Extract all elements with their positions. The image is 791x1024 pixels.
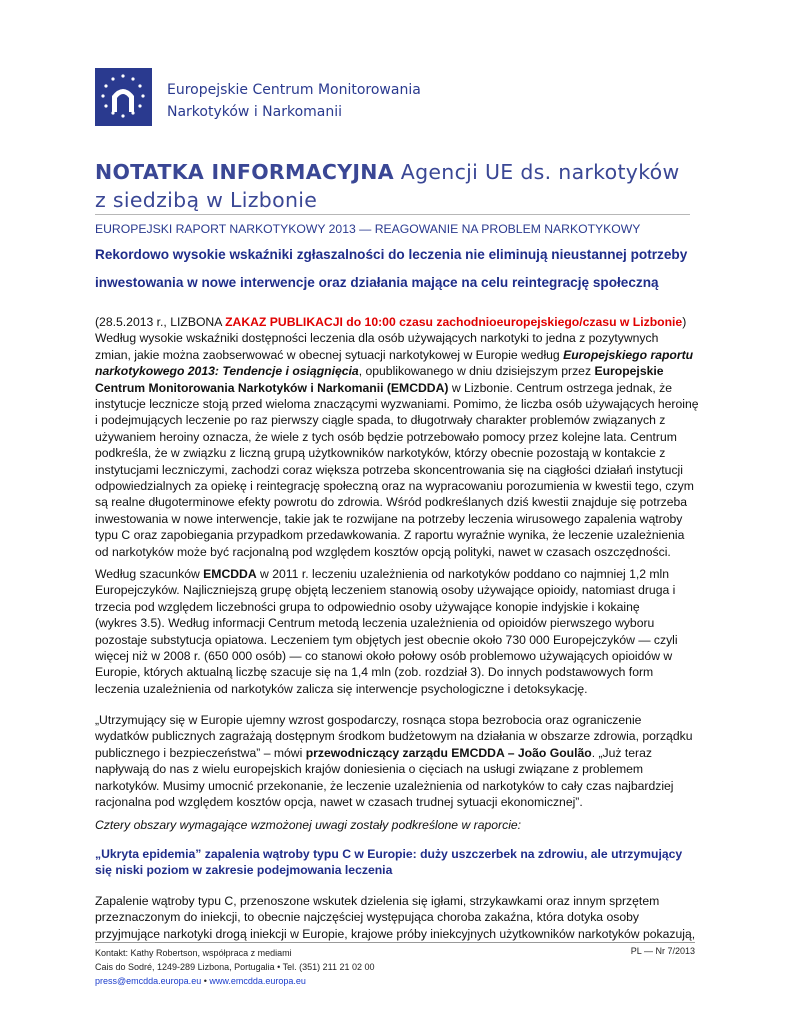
text-line: wydatków publicznych zagrażają dostępnym środkom budżetowym na działania w obszarze zdrowia, porządku [95,729,693,744]
text-line: Według wysokie wskaźniki dostępności leczenia dla osób używających narkotyki to jedna z pozytywnych [95,331,659,346]
text-line: typu C oraz zapobiegania przypadkom przedawkowania. Z raportu wyraźnie wynika, że leczenie uzależnienia [95,528,685,543]
text-line: Europejczyków. Najliczniejszą grupę objętą leczeniem stanowią osoby używające opioidy, natomiast druga i [95,583,676,598]
email-link[interactable]: press@emcdda.europa.eu [95,976,202,986]
document-title [95,158,695,214]
headline [95,241,695,297]
text-line: w Lizbonie. Centrum ostrzega jednak, że [448,380,673,395]
emcdda-logo [95,68,152,126]
footer-address: Cais do Sodré, 1249-289 Lizbona, Portugalia • Tel. (351) 211 21 02 00 [95,962,375,972]
text-line: Zapalenie wątroby typu C, przenoszone wskutek dzielenia się igłami, strzykawkami oraz innym sprzętem [95,894,660,908]
text-line: są realne długoterminowe efekty powrotu do zdrowia. Wśród podkreślanych dziś kwestii znajduje się potrzeba [95,495,688,510]
title-rest: Agencji UE ds. narkotyków [393,160,680,184]
text-line: Według szacunków [95,567,204,581]
footer [95,946,375,988]
org-name: Centrum Monitorowania Narkotyków i Narkomanii (EMCDDA) [95,380,449,395]
text-line: więcej niż w 2008 r. (650 000 osób) — co stanowi około połowy osób problemowo używających opioidów w [95,649,673,664]
text-line: „Utrzymujący się w Europie ujemny wzrost gospodarczy, rosnąca stopa bezrobocia oraz ograniczenie [95,713,642,727]
footer-divider [95,942,695,943]
text-line: odpowiedzialnych za opiekę i reintegrację społeczną oraz na wypracowaniu porozumienia w kwestii tego, czym [95,479,694,494]
org-abbrev: EMCDDA [203,567,257,581]
headline-line-2: inwestowania w nowe interwencje oraz działania mające na celu reintegrację społeczną [95,275,659,290]
report-name: Europejskiego raportu [563,347,694,362]
embargo-notice: ZAKAZ PUBLIKACJI do 10:00 czasu zachodnioeuropejskiego/czasu w Lizbonie [225,315,683,329]
text-line: (wykres 3.5). Według informacji Centrum metodą leczenia uzależnienia od opioidów pierwszego wyboru [95,616,655,631]
page-number: PL — Nr 7/2013 [630,946,695,956]
intro-sentence: Cztery obszary wymagające wzmożonej uwagi zostały podkreślone w raporcie: [95,818,522,832]
text-line: inwestowania w nowe interwencje, takie jak te rozwijane na potrzeby leczenia wirusowego zapalenia wątroby [95,511,683,526]
text-line: i podejmujących leczenie po raz pierwszy ciągle spada, to długotrwały charakter problemów związanych z [95,413,666,428]
text-line: racjonalna pod względem kosztów opcja, nawet w czasach trudnej sytuacji ekonomicznej”. [95,795,583,810]
website-link[interactable]: www.emcdda.europa.eu [209,976,306,986]
logo-emblem-icon [95,68,152,126]
paragraph-2 [95,566,695,697]
organization-name [167,79,421,123]
text-line: narkotyków. Musimy umocnić przekonanie, że leczenie uzależnienia od narkotyków to cały czas najbardziej [95,778,674,793]
title-line-2: z siedzibą w Lizbonie [95,188,318,212]
release-date: (28.5.2013 r., LIZBONA [95,315,226,329]
text-line: napływają do nas z wielu europejskich krajów doniesienia o cięciach na usługi związane z problemem [95,762,644,777]
org-line-1: Europejskie Centrum Monitorowania [167,82,421,98]
text-line: publicznego i bezpieczeństwa” – mówi [95,745,306,760]
text-line: , opublikowanego w dniu dzisiejszym przez [358,364,595,379]
paragraph-1 [95,314,699,560]
text-line: używaniem heroiny oznacza, że wiele z tych osób będzie potrzebowało pomocy przez kolejne lata. Centrum [95,429,677,444]
text-line: w 2011 r. leczeniu uzależnienia od narkotyków poddano co najmniej 1,2 mln [256,567,670,581]
text-line: od narkotyków może być racjonalną pod względem kosztów opcją polityki, nawet w czasach oszczędności. [95,544,671,559]
text-line: przeznaczonym do iniekcji, to obecnie najczęściej występująca choroba zakaźna, która dotyka osoby [95,910,639,925]
text-line: leczenia uzależnienia od narkotyków zalicza się interwencje psychologiczne i detoksykację. [95,681,588,696]
text-line: trzecia pod względem liczebności grupa to odpowiednio osoby używające konopie indyjskie i kokainę [95,599,640,614]
subheading-line-2: się niski poziom w zakresie podejmowania leczenia [95,863,393,878]
org-line-2: Narkotyków i Narkomanii [167,104,343,120]
header-divider [95,214,690,215]
footer-separator: • [201,976,210,986]
paragraph-3-quote [95,712,695,810]
paragraph-5 [95,893,695,942]
text-line: Europie, których aktualną liczbę szacuje się na 1,4 mln (zob. rozdział 3). Do innych podstawowych form [95,665,654,680]
footer-contact: Kontakt: Kathy Robertson, współpraca z mediami [95,948,292,958]
text-line: przyjmujące narkotyki drogą iniekcji w Europie, krajowe próby iniekcyjnych użytkowników narkotyków pokazują, [95,926,696,941]
text-line: instytucjami leczniczymi, zachodzi coraz większa potrzeba skoncentrowania się na ciągłości działań instytucji [95,462,683,477]
paren-close: ) [682,315,687,329]
section-subheading [95,846,695,879]
title-bold: NOTATKA INFORMACYJNA [95,160,394,184]
text-line: zmian, jakie można zaobserwować w obecnej sytuacji narkotykowej w Europie według [95,347,564,362]
text-line: pozostaje substytucja opiatowa. Leczeniem tym objętych jest obecnie około 730 000 Europejczyków — czyli [95,632,678,647]
text-line: . „Już teraz [591,745,652,760]
text-line: instytucje lecznicze stoją przed wieloma znaczącymi wyzwaniami. Pomimo, że liczba osób używających heroinę [95,397,699,412]
speaker-name: przewodniczący zarządu EMCDDA – João Goulão [305,745,592,760]
report-title: EUROPEJSKI RAPORT NARKOTYKOWY 2013 — REAGOWANIE NA PROBLEM NARKOTYKOWY [95,222,641,236]
report-name: narkotykowego 2013: Tendencje i osiągnięcia [95,364,359,379]
paragraph-4 [95,817,695,833]
subheading-line-1: „Ukryta epidemia” zapalenia wątroby typu C w Europie: duży uszczerbek na zdrowiu, ale utrzymujący [95,847,683,861]
headline-line-1: Rekordowo wysokie wskaźniki zgłaszalności do leczenia nie eliminują nieustannej potrzeby [95,247,688,262]
org-name: Europejskie [594,364,664,379]
text-line: podkreśla, że w związku z liczną grupą użytkowników narkotyków, którzy obecnie pozostają w kontakcie z [95,446,666,461]
